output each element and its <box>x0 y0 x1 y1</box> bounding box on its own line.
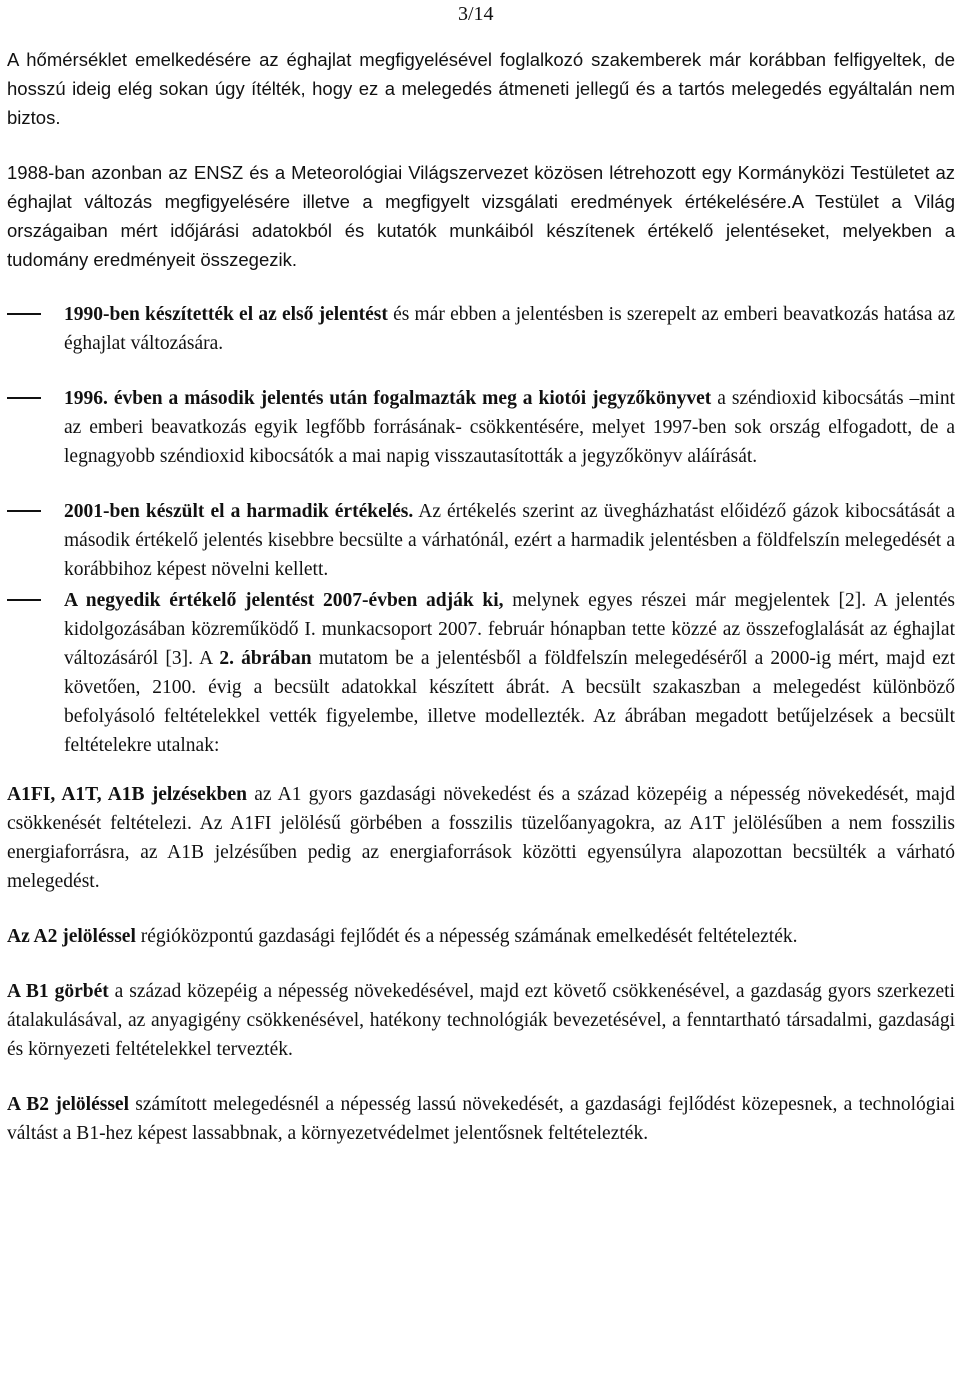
paragraph-a2 <box>7 922 955 951</box>
paragraph-a1-bold: A1FI, A1T, A1B jelzésekben <box>7 784 248 805</box>
list-item-2007-text-b: mutatom be a jelentésből a földfelszín melegedéséről a 2000-ig mért, majd ezt követően, 2100. évig a becsült adatokkal készített ábrát. A becsült szakaszban a melegedést különböző befolyásoló feltételekkel vették figyelembe, illetve modellezték. Az ábrában megadott betűjelzések a becsült feltételekre utalnak: <box>64 648 955 756</box>
paragraph-b1-text: a század közepéig a népesség növekedésével, majd ezt követő csökkenésével, a gazdaság gyors szerkezeti átalakulásával, az anyagigény csökkenésével, hatékony technológiák bevezetésével, a fenntartható társadalmi, gazdasági és környezeti feltételekkel tervezték. <box>7 981 955 1060</box>
paragraph-a1 <box>7 780 955 896</box>
dash-bullet-icon <box>7 599 41 601</box>
report-list <box>7 300 955 760</box>
list-item-2001 <box>7 497 955 584</box>
dash-bullet-icon <box>7 510 41 512</box>
list-item-2001-text: Az értékelés szerint az üvegházhatást előidéző gázok kibocsátását a második értékelő jelentés kisebbre becsülte a várhatónál, ezért a harmadik jelentésben a földfelszín melegedését a korábbihoz képest növelni kellett. <box>64 501 955 580</box>
list-item-1996-bold: 1996. évben a második jelentés után fogalmazták meg a kiotói jegyzőkönyvet <box>64 388 712 409</box>
paragraph-ipcc-part2: A Testület a Világ országaiban mért időjárási adatokból és kutatók munkáiból készítenek értékelő jelentéseket, melyekben a tudomány eredményeit összegezik. <box>7 191 955 270</box>
paragraph-b1-bold: A B1 görbét <box>7 981 109 1002</box>
list-item-1990-text: és már ebben a jelentésben is szerepelt az emberi beavatkozás hatása az éghajlat változására. <box>64 304 955 354</box>
list-item-2007-text-a: melynek egyes részei már megjelentek [2]. A jelentés kidolgozásában közreműködő I. munkacsoport 2007. február hónapban tette közzé az összefoglalását az éghajlat változásáról [3]. A <box>64 590 956 669</box>
figure-reference: 2. ábrában <box>219 648 312 669</box>
list-item-2007 <box>7 586 955 760</box>
dash-bullet-icon <box>7 313 41 315</box>
list-item-1996 <box>7 384 955 471</box>
paragraph-intro: A hőmérséklet emelkedésére az éghajlat megfigyelésével foglalkozó szakemberek már korábban felfigyeltek, de hosszú ideig elég sokan úgy ítélték, hogy ez a melegedés átmeneti jellegű és a tartós melegedés egyáltalán nem biztos. <box>7 49 955 128</box>
paragraph-b2 <box>7 1090 955 1148</box>
paragraph-a2-text: régióközpontú gazdasági fejlődét és a népesség számának emelkedését feltételezték. <box>135 926 798 947</box>
paragraph-b2-bold: A B2 jelöléssel <box>7 1094 129 1115</box>
dash-bullet-icon <box>7 397 41 399</box>
list-item-1990 <box>7 300 955 358</box>
list-item-2001-bold: 2001-ben készült el a harmadik értékelés. <box>64 501 414 522</box>
paragraph-ipcc <box>7 158 955 274</box>
paragraph-b1 <box>7 977 955 1064</box>
paragraph-b2-text: számított melegedésnél a népesség lassú növekedését, a gazdasági fejlődést közepesnek, a technológiai váltást a B1-hez képest lassabbnak, a környezetvédelmet jelentősnek feltételezték. <box>7 1094 955 1144</box>
list-item-1996-text: a széndioxid kibocsátás –mint az emberi beavatkozás egyik legfőbb forrásának- csökkentésére, melyet 1997-ben sok ország elfogadott, de a legnagyobb széndioxid kibocsátók a mai napig visszautasították a jegyzőkönyv aláírását. <box>64 388 955 467</box>
paragraph-ipcc-part1: 1988-ban azonban az ENSZ és a Meteorológiai Világszervezet közösen létrehozott egy Kormányközi Testületet az éghajlat változás megfigyelésére illetve a megfigyelt vizsgálati eredmények értékelésére. <box>7 162 955 212</box>
list-item-1990-bold: 1990-ben készítették el az első jelentést <box>64 304 388 325</box>
document-body <box>7 45 955 1148</box>
paragraph-a1-text: az A1 gyors gazdasági növekedést és a század közepéig a népesség növekedését, majd csökkenését feltételezi. Az A1FI jelölésű görbében a fosszilis tüzelőanyagokra, az A1T jelölésűben a nem fosszilis energiaforrásra, az A1B jelzésűben pedig az energiaforrások közötti egyensúlyra alapozottan becsülték a várható melegedést. <box>7 784 955 892</box>
paragraph-a2-bold: Az A2 jelöléssel <box>7 926 136 947</box>
page-number: 3/14 <box>458 3 494 25</box>
list-item-2007-bold: A negyedik értékelő jelentést 2007-évben adják ki, <box>64 590 504 611</box>
